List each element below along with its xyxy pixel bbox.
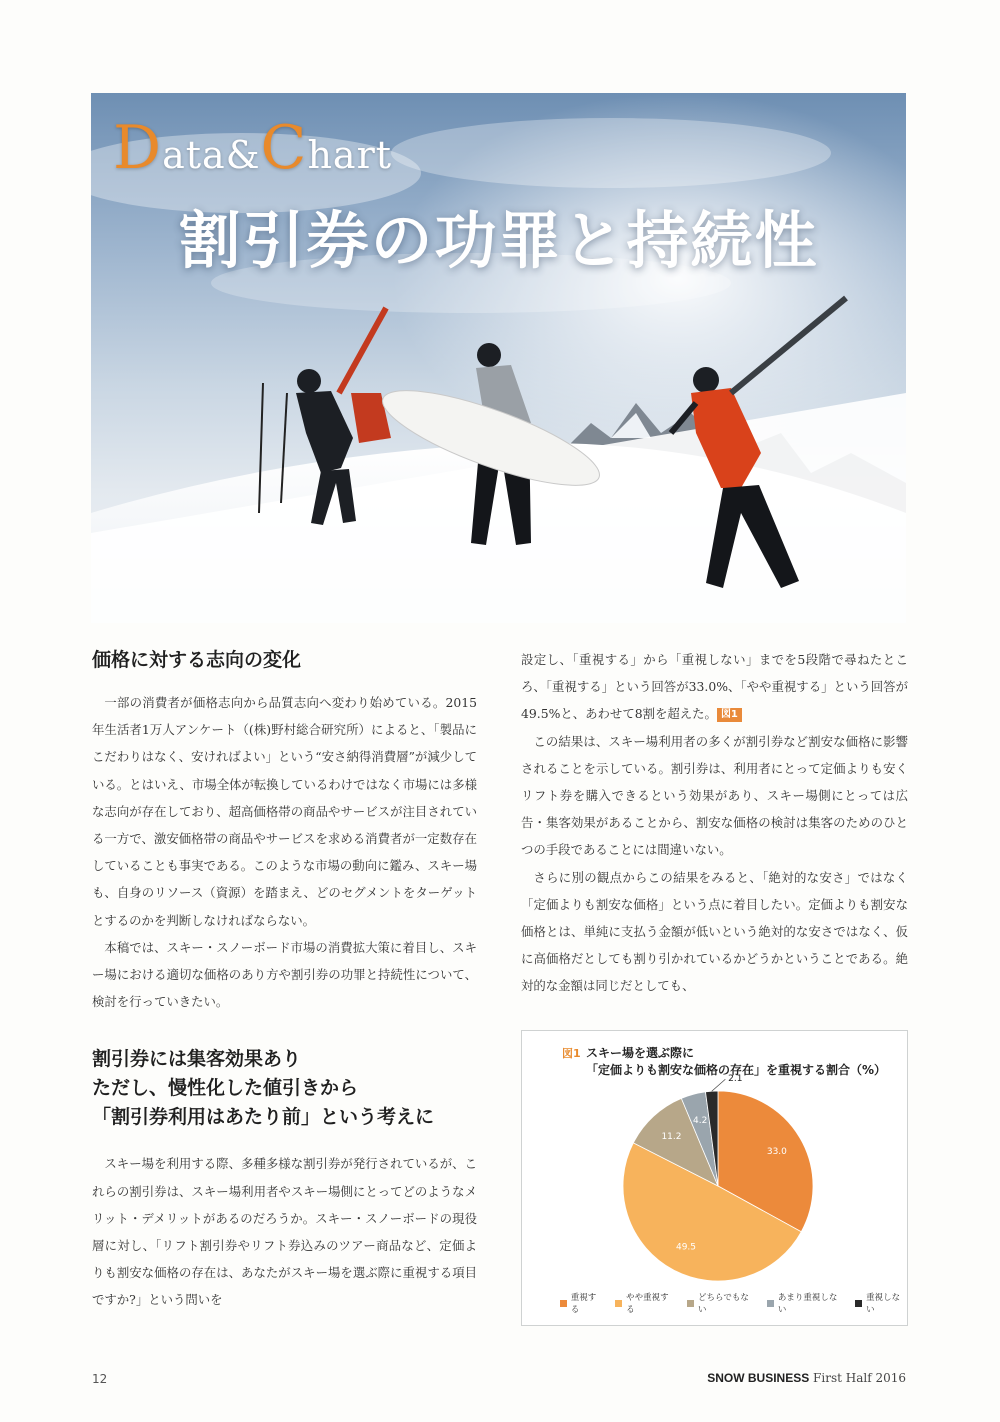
legend-swatch bbox=[615, 1300, 622, 1307]
legend-swatch bbox=[767, 1300, 774, 1307]
chart-legend bbox=[560, 1291, 907, 1315]
figure-reference-badge: 図1 bbox=[717, 708, 742, 722]
pie-value-label-5: 2.1 bbox=[728, 1074, 743, 1085]
chart-figure-label: 図1 bbox=[562, 1047, 581, 1060]
section2-heading-line-2: ただし、慢性化した値引きから bbox=[92, 1077, 359, 1100]
pie-value-label-2: 49.5 bbox=[675, 1242, 697, 1253]
pie-value-label-3: 11.2 bbox=[661, 1131, 682, 1142]
legend-item-1 bbox=[560, 1291, 603, 1315]
right-paragraph-1 bbox=[521, 646, 908, 728]
section1-heading: 価格に対する志向の変化 bbox=[92, 649, 302, 671]
pie-value-label-4: 4.2 bbox=[692, 1115, 708, 1126]
legend-swatch bbox=[687, 1300, 694, 1307]
chart-title-line-2: 「定価よりも割安な価格の存在」を重視する割合（%） bbox=[586, 1063, 887, 1077]
section2-heading-line-3: 「割引券利用はあたり前」という考えに bbox=[92, 1106, 435, 1129]
left-column bbox=[92, 646, 477, 1314]
right-paragraph-3: さらに別の観点からこの結果をみると、「絶対的な安さ」ではなく「定価よりも割安な価格」という点に着目したい。定価よりも割安な価格とは、単純に支払う金額が低いという絶対的な安さではなく、仮に高価格だとしても割り引かれているかどうかということである。絶対的な金額は同じだとしても、 bbox=[521, 869, 908, 994]
brand-logo: Data&Chart bbox=[113, 113, 393, 183]
right-paragraph-1-text: 設定し、「重視する」から「重視しない」までを5段階で尋ねたところ、「重視する」という回答が33.0%、「やや重視する」という回答が49.5%と、あわせて8割を超えた。 bbox=[521, 652, 908, 722]
section1-paragraph-1: 一部の消費者が価格志向から品質志向へ変わり始めている。2015年生活者1万人アンケート（(株)野村総合研究所）によると、「製品にこだわりはなく、安ければよい」という“安さ納得消費層”が減少している。とはいえ、市場全体が転換しているわけではなく市場には多様な志向が存在しており、超高価格帯の商品やサービスが注目されている一方で、激安価格帯の商品やサービスを求める消費者が一定数存在していることも事実である。このような市場の動向に鑑み、スキー場も、自身のリソース（資源）を踏まえ、どのセグメントをターゲットとするのかを判断しなければならない。 bbox=[92, 695, 477, 928]
right-paragraph-2: この結果は、スキー場利用者の多くが割引券など割安な価格に影響されることを示している。割引券は、利用者にとって定価よりも安くリフト券を購入できるという効果があり、スキー場側にとっては広告・集客効果があることから、割安な価格の検討は集客のためのひとつの手段であることには間違いない。 bbox=[521, 733, 908, 858]
pie-leader-line bbox=[712, 1079, 726, 1091]
legend-label: 重視しない bbox=[866, 1293, 901, 1315]
legend-label: 重視する bbox=[570, 1293, 597, 1315]
legend-label: あまり重視しない bbox=[777, 1293, 838, 1315]
section1-paragraph-2: 本稿では、スキー・スノーボード市場の消費拡大策に着目し、スキー場における適切な価格のあり方や割引券の功罪と持続性について、検討を行っていきたい。 bbox=[92, 939, 477, 1010]
magazine-issue: First Half 2016 bbox=[813, 1371, 906, 1385]
section2-heading-line-1: 割引券には集客効果あり bbox=[92, 1048, 302, 1071]
legend-label: どちらでもない bbox=[697, 1293, 749, 1315]
pie-value-label-1: 33.0 bbox=[766, 1147, 787, 1158]
pie-chart bbox=[522, 1031, 907, 1325]
magazine-footer bbox=[707, 1371, 906, 1385]
page-title: 割引券の功罪と持続性 bbox=[178, 204, 819, 277]
legend-item-5 bbox=[855, 1291, 907, 1315]
magazine-name: SNOW BUSINESS bbox=[707, 1371, 810, 1385]
legend-swatch bbox=[855, 1300, 862, 1307]
legend-item-2 bbox=[615, 1291, 675, 1315]
legend-item-3 bbox=[687, 1291, 755, 1315]
figure-1-chart bbox=[521, 1030, 908, 1326]
section2-paragraph: スキー場を利用する際、多種多様な割引券が発行されているが、これらの割引券は、スキー場利用者やスキー場側にとってどのようなメリット・デメリットがあるのだろうか。スキー・スノーボードの現役層に対し、「リフト割引券やリフト券込みのツアー商品など、定価よりも割安な価格の存在は、あなたがスキー場を選ぶ際に重視する項目ですか?」という問いを bbox=[92, 1156, 477, 1308]
hero-photo bbox=[91, 93, 906, 623]
legend-label: やや重視する bbox=[626, 1293, 669, 1315]
chart-title-line-1: スキー場を選ぶ際に bbox=[586, 1046, 695, 1060]
page-number: 12 bbox=[92, 1372, 108, 1386]
legend-item-4 bbox=[767, 1291, 843, 1315]
right-column bbox=[521, 646, 908, 1000]
legend-swatch bbox=[560, 1300, 567, 1307]
